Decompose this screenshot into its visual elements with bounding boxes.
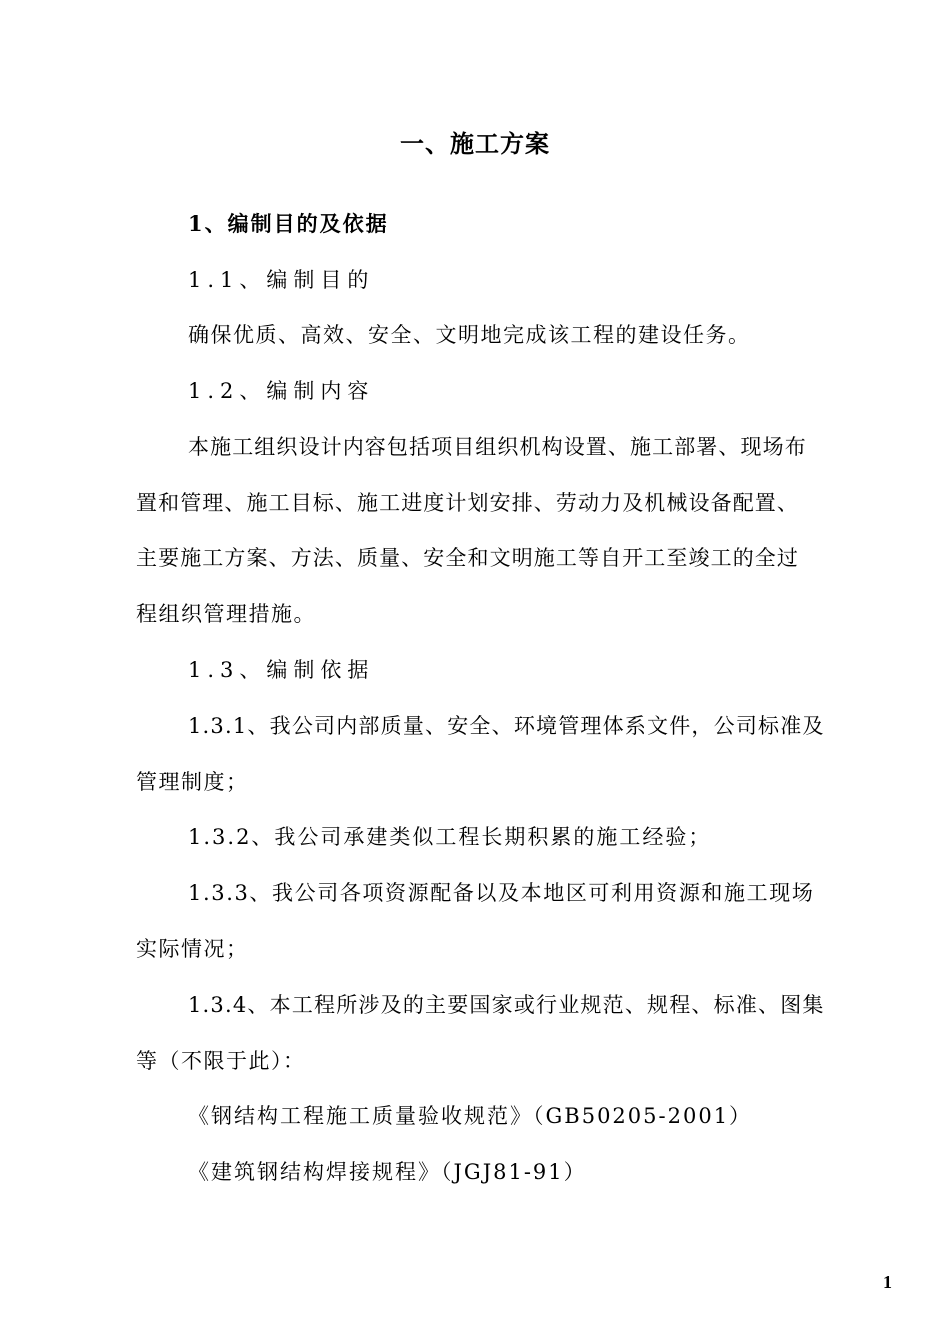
item-1-3-3-line: 实际情况；	[136, 937, 249, 961]
paragraph-1-1: 确保优质、高效、安全、文明地完成该工程的建设任务。	[188, 323, 751, 347]
subsection-heading-1-1: 1.1、编制目的	[188, 268, 375, 292]
standard-reference: 《建筑钢结构焊接规程》（JGJ81-91）	[188, 1160, 587, 1184]
page-title: 一、施工方案	[400, 129, 550, 158]
item-1-3-4-line: 1.3.4、本工程所涉及的主要国家或行业规范、规程、标准、图集	[188, 993, 825, 1017]
page-number: 1	[883, 1272, 892, 1292]
paragraph-1-2-line: 置和管理、施工目标、施工进度计划安排、劳动力及机械设备配置、	[136, 491, 799, 515]
item-1-3-2: 1.3.2、我公司承建类似工程长期积累的施工经验；	[188, 825, 712, 849]
item-1-3-1-line: 管理制度；	[136, 770, 249, 794]
item-1-3-3-line: 1.3.3、我公司各项资源配备以及本地区可利用资源和施工现场	[188, 881, 815, 905]
standard-reference: 《钢结构工程施工质量验收规范》（GB50205-2001）	[188, 1104, 753, 1128]
paragraph-1-2-line: 本施工组织设计内容包括项目组织机构设置、施工部署、现场布	[188, 435, 807, 459]
item-1-3-4-line: 等（不限于此）：	[136, 1049, 306, 1073]
paragraph-1-2-line: 程组织管理措施。	[136, 602, 316, 626]
subsection-heading-1-3: 1.3、编制依据	[188, 658, 375, 682]
subsection-heading-1-2: 1.2、编制内容	[188, 379, 375, 403]
paragraph-1-2-line: 主要施工方案、方法、质量、安全和文明施工等自开工至竣工的全过	[136, 546, 799, 570]
section-heading: 1、编制目的及依据	[188, 211, 389, 236]
item-1-3-1-line: 1.3.1、我公司内部质量、安全、环境管理体系文件，公司标准及	[188, 714, 825, 738]
